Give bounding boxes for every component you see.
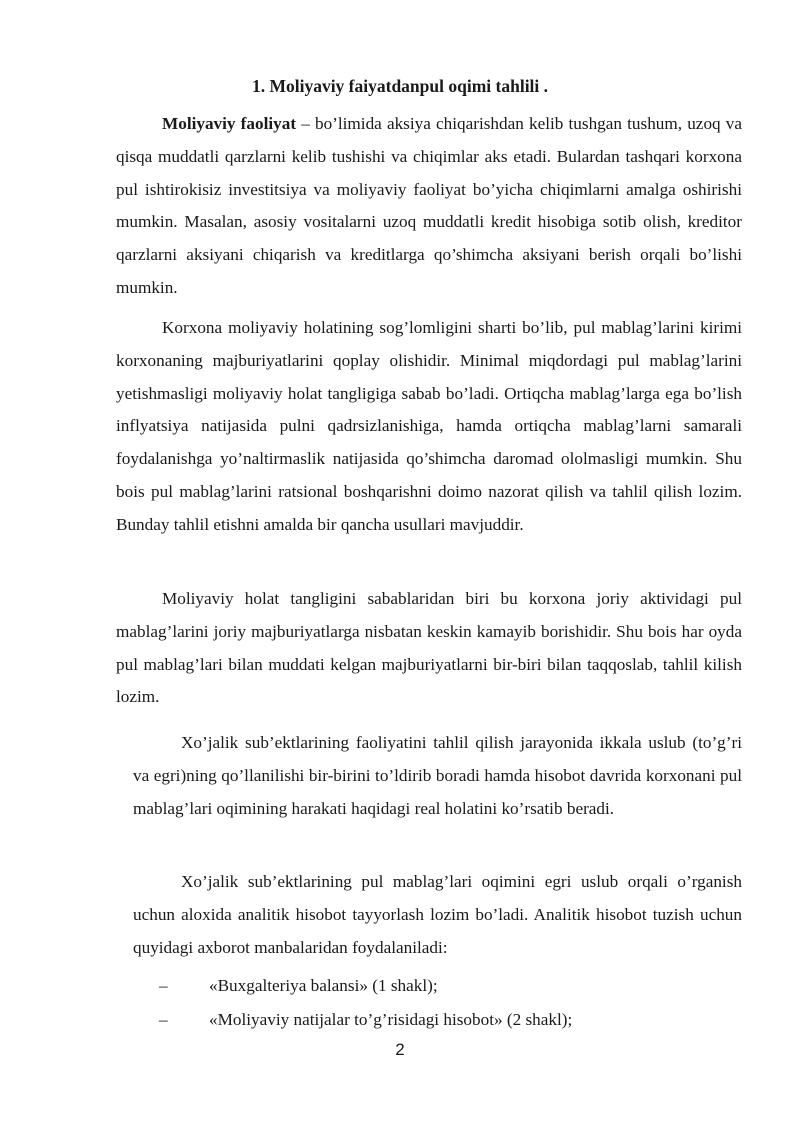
list-item-text: «Moliyaviy natijalar to’g’risidagi hisobot» (2 shakl);: [209, 1010, 573, 1029]
list-item: [159, 971, 438, 1001]
list-marker: –: [159, 976, 168, 995]
page-number: 2: [395, 1040, 405, 1059]
paragraph-3: Moliyaviy holat tangligini sabablaridan biri bu korxona joriy aktividagi pul mablag’larini joriy majburiyatlarga nisbatan keskin kamayib borishidir. Shu bois har oyda pul mablag’lari bilan muddati kelgan majburiyatlarni bir-biri bilan taqqoslab, tahlil kilish lozim.: [116, 589, 742, 707]
paragraph-5: Xo’jalik sub’ektlarining pul mablag’lari oqimini egri uslub orqali o’rganish uchun aloxida analitik hisobot tayyorlash lozim bo’ladi. Analitik hisobot tuzish uchun quyidagi axborot manbalaridan foydalaniladi:: [133, 872, 742, 957]
paragraph-1: [116, 108, 742, 305]
paragraph-2: Korxona moliyaviy holatining sog’lomligini sharti bo’lib, pul mablag’larini kirimi korxonaning majburiyatlarini qoplay olishidir. Minimal miqdordagi pul mablag’larini yetishmasligi moliyaviy holat tangligiga sabab bo’ladi. Ortiqcha mablag’larga ega bo’lish inflyatsiya natijasida pulni qadrsizlanishiga, hamda ortiqcha mablag’larni samarali foydalanishga yo’naltirmaslik natijasida qo’shimcha daromad ololmasligi mumkin. Shu bois pul mablag’larini ratsional boshqarishni doimo nazorat qilish va tahlil qilish lozim. Bunday tahlil etishni amalda bir qancha usullari mavjuddir.: [116, 318, 742, 534]
list-item-text: «Buxgalteriya balansi» (1 shakl);: [209, 976, 438, 995]
section-heading: 1. Moliyaviy faiyatdanpul oqimi tahlili .: [251, 76, 549, 96]
paragraph-1-term: Moliyaviy faoliyat: [162, 114, 297, 133]
list-item: [159, 1005, 572, 1035]
list-marker: –: [159, 1010, 168, 1029]
paragraph-4: Xo’jalik sub’ektlarining faoliyatini tahlil qilish jarayonida ikkala uslub (to’g’ri va egri)ning qo’llanilishi bir-birini to’ldirib boradi hamda hisobot davrida korxonani pul mablag’lari oqimining harakati haqidagi real holatini ko’rsatib beradi.: [133, 733, 742, 818]
paragraph-1-body: – bo’limida aksiya chiqarishdan kelib tushgan tushum, uzoq va qisqa muddatli qarzlarni kelib tushishi va chiqimlar aks etadi. Bulardan tashqari korxona pul ishtirokisiz investitsiya va moliyaviy faoliyat bo’yicha chiqimlarni amalga oshirishi mumkin. Masalan, asosiy vositalarni uzoq muddatli kredit hisobiga sotib olish, kreditor qarzlarni aksiyani chiqarish va kreditlarga qo’shimcha aksiyani berish orqali bo’lishi mumkin.: [116, 114, 743, 297]
